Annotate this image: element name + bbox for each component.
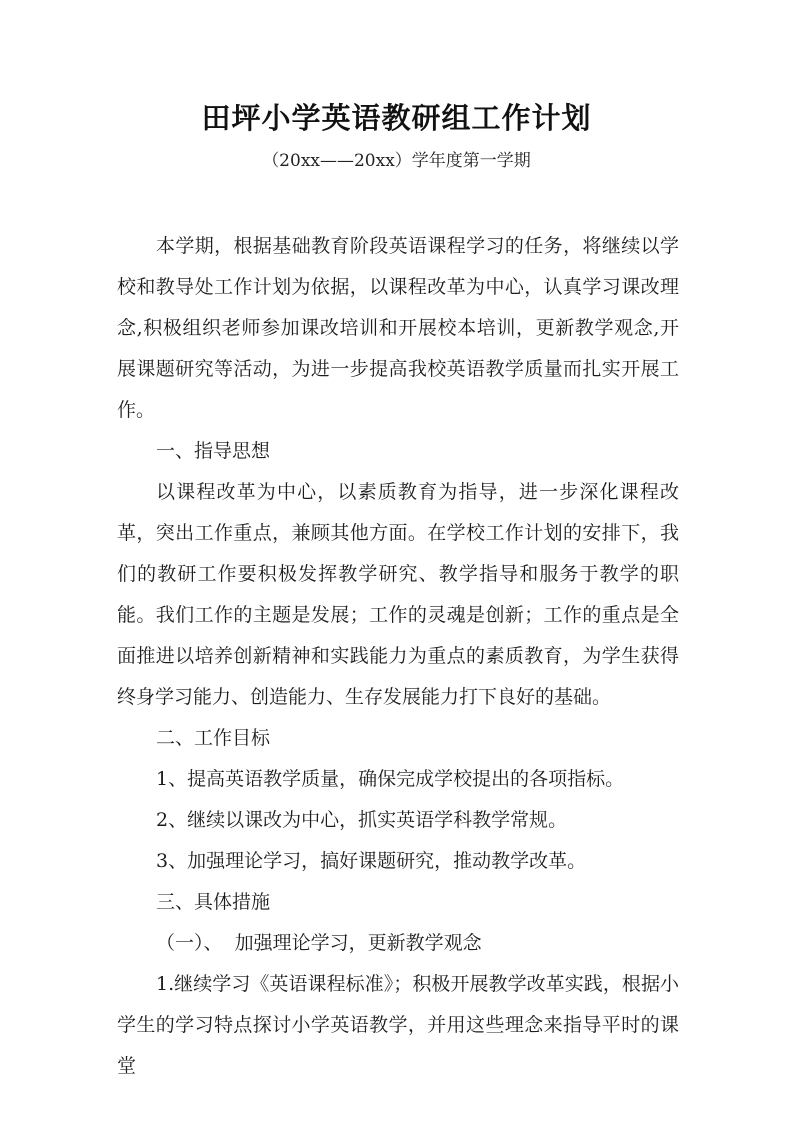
document-body [117,226,679,1087]
subsection-heading-theory-study: （一）、 加强理论学习，更新教学观念 [156,932,482,954]
goal-item: 2、继续以课改为中心，抓实英语学科教学常规。 [156,809,568,831]
measures-paragraph: 1.继续学习《英语课程标准》；积极开展教学改革实践，根据小学生的学习特点探讨小学英语教学，并用这些理念来指导平时的课堂 [117,973,679,1077]
document-subtitle: （20xx——20xx）学年度第一学期 [262,151,531,171]
document-title: 田坪小学英语教研组工作计划 [201,101,592,135]
section-heading-work-goals: 二、工作目标 [156,727,271,749]
goal-item: 1、提高英语教学质量，确保完成学校提出的各项指标。 [156,768,625,790]
section-heading-guiding-ideology: 一、指导思想 [156,440,271,462]
intro-paragraph: 本学期，根据基础教育阶段英语课程学习的任务，将继续以学校和教导处工作计划为依据，以课程改革为中心，认真学习课改理念,积极组织老师参加课改培训和开展校本培训，更新教学观念,开展课题研究等活动，为进一步提高我校英语教学质量而扎实开展工作。 [117,235,679,421]
section-heading-specific-measures: 三、具体措施 [156,891,271,913]
guiding-ideology-paragraph: 以课程改革为中心，以素质教育为指导，进一步深化课程改革，突出工作重点，兼顾其他方面。在学校工作计划的安排下，我们的教研工作要积极发挥教学研究、教学指导和服务于教学的职能。我们工作的主题是发展；工作的灵魂是创新；工作的重点是全面推进以培养创新精神和实践能力为重点的素质教育，为学生获得终身学习能力、创造能力、生存发展能力打下良好的基础。 [117,481,679,708]
goal-item: 3、加强理论学习，搞好课题研究，推动教学改革。 [156,850,587,872]
